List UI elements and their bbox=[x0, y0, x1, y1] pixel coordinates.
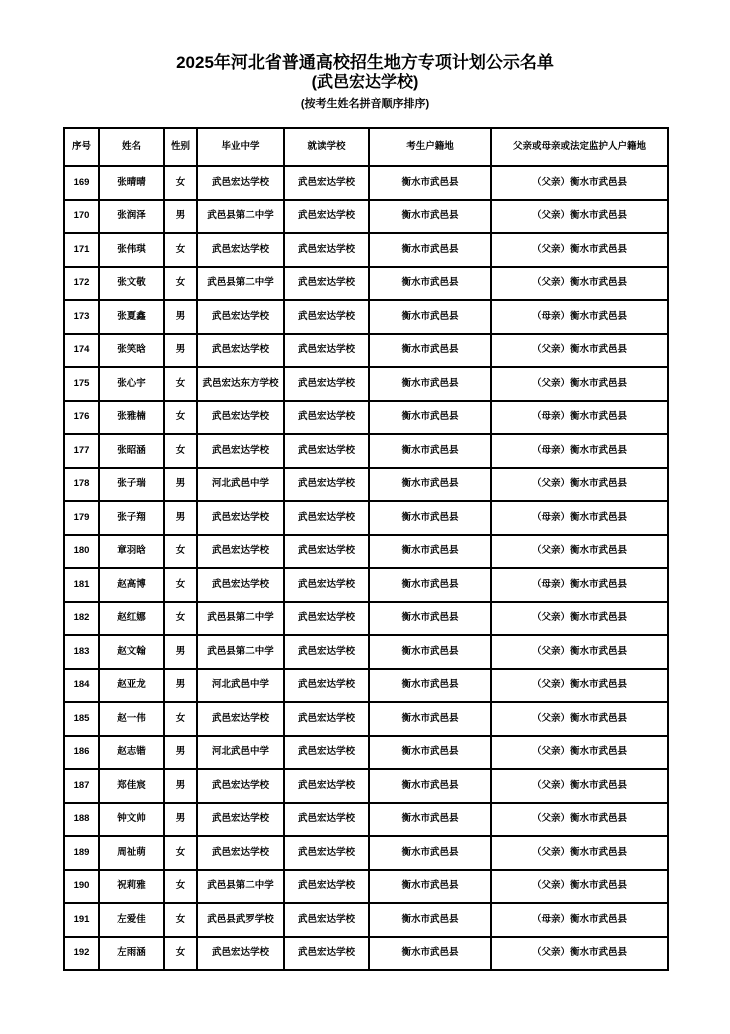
cell-candidate-residence: 衡水市武邑县 bbox=[369, 736, 491, 770]
cell-gender: 男 bbox=[164, 334, 197, 368]
table-row bbox=[64, 903, 668, 937]
table-row bbox=[64, 334, 668, 368]
cell-attend-school: 武邑宏达学校 bbox=[284, 267, 369, 301]
cell-candidate-residence: 衡水市武邑县 bbox=[369, 166, 491, 200]
cell-index: 190 bbox=[64, 870, 99, 904]
table-row bbox=[64, 501, 668, 535]
cell-gender: 女 bbox=[164, 937, 197, 971]
cell-attend-school: 武邑宏达学校 bbox=[284, 568, 369, 602]
table-row bbox=[64, 836, 668, 870]
cell-index: 177 bbox=[64, 434, 99, 468]
cell-graduate-school: 武邑宏达东方学校 bbox=[197, 367, 284, 401]
cell-attend-school: 武邑宏达学校 bbox=[284, 200, 369, 234]
cell-graduate-school: 武邑宏达学校 bbox=[197, 937, 284, 971]
cell-gender: 男 bbox=[164, 200, 197, 234]
cell-candidate-residence: 衡水市武邑县 bbox=[369, 501, 491, 535]
cell-candidate-residence: 衡水市武邑县 bbox=[369, 233, 491, 267]
cell-attend-school: 武邑宏达学校 bbox=[284, 535, 369, 569]
cell-gender: 女 bbox=[164, 535, 197, 569]
cell-graduate-school: 武邑县第二中学 bbox=[197, 635, 284, 669]
table-row bbox=[64, 769, 668, 803]
cell-guardian-residence: （母亲）衡水市武邑县 bbox=[491, 501, 668, 535]
cell-attend-school: 武邑宏达学校 bbox=[284, 468, 369, 502]
cell-candidate-residence: 衡水市武邑县 bbox=[369, 937, 491, 971]
cell-attend-school: 武邑宏达学校 bbox=[284, 501, 369, 535]
cell-candidate-residence: 衡水市武邑县 bbox=[369, 769, 491, 803]
cell-attend-school: 武邑宏达学校 bbox=[284, 401, 369, 435]
cell-gender: 女 bbox=[164, 233, 197, 267]
table-row bbox=[64, 267, 668, 301]
cell-candidate-residence: 衡水市武邑县 bbox=[369, 836, 491, 870]
cell-attend-school: 武邑宏达学校 bbox=[284, 836, 369, 870]
cell-gender: 女 bbox=[164, 267, 197, 301]
cell-candidate-residence: 衡水市武邑县 bbox=[369, 803, 491, 837]
cell-gender: 男 bbox=[164, 736, 197, 770]
table-row bbox=[64, 870, 668, 904]
cell-attend-school: 武邑宏达学校 bbox=[284, 803, 369, 837]
cell-name: 郑佳宸 bbox=[99, 769, 164, 803]
cell-candidate-residence: 衡水市武邑县 bbox=[369, 702, 491, 736]
table-row bbox=[64, 736, 668, 770]
table-header-row bbox=[64, 128, 668, 166]
cell-graduate-school: 武邑县第二中学 bbox=[197, 602, 284, 636]
cell-graduate-school: 武邑宏达学校 bbox=[197, 434, 284, 468]
cell-name: 张润泽 bbox=[99, 200, 164, 234]
cell-graduate-school: 武邑宏达学校 bbox=[197, 233, 284, 267]
cell-index: 191 bbox=[64, 903, 99, 937]
cell-guardian-residence: （父亲）衡水市武邑县 bbox=[491, 468, 668, 502]
column-header-guardian-residence: 父亲或母亲或法定监护人户籍地 bbox=[491, 128, 668, 166]
table-row bbox=[64, 468, 668, 502]
cell-graduate-school: 武邑县武罗学校 bbox=[197, 903, 284, 937]
cell-graduate-school: 武邑宏达学校 bbox=[197, 334, 284, 368]
cell-graduate-school: 武邑宏达学校 bbox=[197, 401, 284, 435]
cell-name: 张昭涵 bbox=[99, 434, 164, 468]
cell-graduate-school: 武邑宏达学校 bbox=[197, 300, 284, 334]
cell-name: 左爱佳 bbox=[99, 903, 164, 937]
cell-index: 176 bbox=[64, 401, 99, 435]
cell-candidate-residence: 衡水市武邑县 bbox=[369, 267, 491, 301]
cell-graduate-school: 河北武邑中学 bbox=[197, 736, 284, 770]
cell-guardian-residence: （母亲）衡水市武邑县 bbox=[491, 568, 668, 602]
cell-attend-school: 武邑宏达学校 bbox=[284, 937, 369, 971]
cell-index: 171 bbox=[64, 233, 99, 267]
table-row bbox=[64, 669, 668, 703]
cell-gender: 男 bbox=[164, 300, 197, 334]
cell-guardian-residence: （母亲）衡水市武邑县 bbox=[491, 903, 668, 937]
cell-name: 张伟琪 bbox=[99, 233, 164, 267]
cell-name: 周祉萌 bbox=[99, 836, 164, 870]
cell-index: 172 bbox=[64, 267, 99, 301]
cell-attend-school: 武邑宏达学校 bbox=[284, 669, 369, 703]
cell-graduate-school: 武邑宏达学校 bbox=[197, 803, 284, 837]
table-row bbox=[64, 434, 668, 468]
cell-name: 赵亚龙 bbox=[99, 669, 164, 703]
cell-guardian-residence: （母亲）衡水市武邑县 bbox=[491, 300, 668, 334]
cell-gender: 男 bbox=[164, 501, 197, 535]
cell-attend-school: 武邑宏达学校 bbox=[284, 635, 369, 669]
cell-candidate-residence: 衡水市武邑县 bbox=[369, 334, 491, 368]
cell-index: 169 bbox=[64, 166, 99, 200]
cell-attend-school: 武邑宏达学校 bbox=[284, 870, 369, 904]
cell-name: 赵一伟 bbox=[99, 702, 164, 736]
cell-graduate-school: 武邑宏达学校 bbox=[197, 535, 284, 569]
cell-guardian-residence: （父亲）衡水市武邑县 bbox=[491, 200, 668, 234]
cell-candidate-residence: 衡水市武邑县 bbox=[369, 535, 491, 569]
cell-name: 赵红娜 bbox=[99, 602, 164, 636]
cell-graduate-school: 武邑宏达学校 bbox=[197, 568, 284, 602]
cell-graduate-school: 武邑宏达学校 bbox=[197, 501, 284, 535]
cell-guardian-residence: （父亲）衡水市武邑县 bbox=[491, 334, 668, 368]
cell-name: 钟文帅 bbox=[99, 803, 164, 837]
cell-guardian-residence: （父亲）衡水市武邑县 bbox=[491, 669, 668, 703]
cell-index: 192 bbox=[64, 937, 99, 971]
cell-gender: 男 bbox=[164, 803, 197, 837]
column-header-graduate-school: 毕业中学 bbox=[197, 128, 284, 166]
cell-candidate-residence: 衡水市武邑县 bbox=[369, 300, 491, 334]
column-header-attend-school: 就读学校 bbox=[284, 128, 369, 166]
cell-graduate-school: 武邑县第二中学 bbox=[197, 267, 284, 301]
cell-index: 187 bbox=[64, 769, 99, 803]
cell-gender: 女 bbox=[164, 166, 197, 200]
cell-graduate-school: 河北武邑中学 bbox=[197, 669, 284, 703]
cell-index: 181 bbox=[64, 568, 99, 602]
cell-candidate-residence: 衡水市武邑县 bbox=[369, 200, 491, 234]
cell-name: 祝莉雅 bbox=[99, 870, 164, 904]
cell-name: 张子翔 bbox=[99, 501, 164, 535]
page-subtitle: (武邑宏达学校) bbox=[311, 74, 419, 92]
cell-guardian-residence: （父亲）衡水市武邑县 bbox=[491, 702, 668, 736]
cell-name: 张夏鑫 bbox=[99, 300, 164, 334]
cell-guardian-residence: （母亲）衡水市武邑县 bbox=[491, 434, 668, 468]
cell-guardian-residence: （父亲）衡水市武邑县 bbox=[491, 367, 668, 401]
cell-gender: 女 bbox=[164, 702, 197, 736]
cell-guardian-residence: （父亲）衡水市武邑县 bbox=[491, 870, 668, 904]
cell-gender: 女 bbox=[164, 836, 197, 870]
cell-gender: 男 bbox=[164, 635, 197, 669]
cell-guardian-residence: （父亲）衡水市武邑县 bbox=[491, 166, 668, 200]
cell-graduate-school: 武邑县第二中学 bbox=[197, 200, 284, 234]
cell-gender: 男 bbox=[164, 468, 197, 502]
cell-index: 174 bbox=[64, 334, 99, 368]
cell-attend-school: 武邑宏达学校 bbox=[284, 334, 369, 368]
cell-guardian-residence: （父亲）衡水市武邑县 bbox=[491, 267, 668, 301]
cell-name: 张文敬 bbox=[99, 267, 164, 301]
cell-name: 赵文翰 bbox=[99, 635, 164, 669]
table-row bbox=[64, 702, 668, 736]
cell-gender: 女 bbox=[164, 434, 197, 468]
page-title: 2025年河北省普通高校招生地方专项计划公示名单 bbox=[176, 53, 554, 72]
cell-name: 赵高博 bbox=[99, 568, 164, 602]
table-body bbox=[64, 166, 668, 970]
cell-index: 182 bbox=[64, 602, 99, 636]
cell-index: 170 bbox=[64, 200, 99, 234]
cell-gender: 女 bbox=[164, 870, 197, 904]
cell-candidate-residence: 衡水市武邑县 bbox=[369, 367, 491, 401]
cell-attend-school: 武邑宏达学校 bbox=[284, 233, 369, 267]
sort-order-note: (按考生姓名拼音顺序排序) bbox=[300, 98, 430, 111]
cell-index: 189 bbox=[64, 836, 99, 870]
cell-guardian-residence: （父亲）衡水市武邑县 bbox=[491, 937, 668, 971]
cell-name: 张子瑞 bbox=[99, 468, 164, 502]
column-header-name: 姓名 bbox=[99, 128, 164, 166]
cell-gender: 男 bbox=[164, 669, 197, 703]
cell-graduate-school: 河北武邑中学 bbox=[197, 468, 284, 502]
cell-candidate-residence: 衡水市武邑县 bbox=[369, 635, 491, 669]
table-row bbox=[64, 401, 668, 435]
cell-candidate-residence: 衡水市武邑县 bbox=[369, 468, 491, 502]
cell-graduate-school: 武邑宏达学校 bbox=[197, 836, 284, 870]
cell-candidate-residence: 衡水市武邑县 bbox=[369, 401, 491, 435]
table-row bbox=[64, 937, 668, 971]
column-header-gender: 性别 bbox=[164, 128, 197, 166]
cell-guardian-residence: （父亲）衡水市武邑县 bbox=[491, 602, 668, 636]
cell-graduate-school: 武邑宏达学校 bbox=[197, 702, 284, 736]
cell-index: 183 bbox=[64, 635, 99, 669]
cell-attend-school: 武邑宏达学校 bbox=[284, 702, 369, 736]
cell-candidate-residence: 衡水市武邑县 bbox=[369, 602, 491, 636]
cell-attend-school: 武邑宏达学校 bbox=[284, 166, 369, 200]
table-row bbox=[64, 233, 668, 267]
table-row bbox=[64, 200, 668, 234]
cell-guardian-residence: （父亲）衡水市武邑县 bbox=[491, 535, 668, 569]
cell-guardian-residence: （父亲）衡水市武邑县 bbox=[491, 233, 668, 267]
cell-guardian-residence: （父亲）衡水市武邑县 bbox=[491, 769, 668, 803]
cell-attend-school: 武邑宏达学校 bbox=[284, 769, 369, 803]
cell-candidate-residence: 衡水市武邑县 bbox=[369, 669, 491, 703]
table-row bbox=[64, 602, 668, 636]
cell-index: 184 bbox=[64, 669, 99, 703]
cell-graduate-school: 武邑宏达学校 bbox=[197, 166, 284, 200]
cell-attend-school: 武邑宏达学校 bbox=[284, 300, 369, 334]
cell-candidate-residence: 衡水市武邑县 bbox=[369, 903, 491, 937]
cell-name: 章羽晗 bbox=[99, 535, 164, 569]
cell-index: 186 bbox=[64, 736, 99, 770]
cell-index: 185 bbox=[64, 702, 99, 736]
cell-candidate-residence: 衡水市武邑县 bbox=[369, 568, 491, 602]
cell-index: 178 bbox=[64, 468, 99, 502]
cell-name: 张晴晴 bbox=[99, 166, 164, 200]
cell-attend-school: 武邑宏达学校 bbox=[284, 434, 369, 468]
cell-gender: 女 bbox=[164, 602, 197, 636]
cell-candidate-residence: 衡水市武邑县 bbox=[369, 870, 491, 904]
column-header-candidate-residence: 考生户籍地 bbox=[369, 128, 491, 166]
cell-attend-school: 武邑宏达学校 bbox=[284, 367, 369, 401]
column-header-index: 序号 bbox=[64, 128, 99, 166]
cell-guardian-residence: （父亲）衡水市武邑县 bbox=[491, 635, 668, 669]
cell-gender: 女 bbox=[164, 903, 197, 937]
table-row bbox=[64, 300, 668, 334]
cell-index: 180 bbox=[64, 535, 99, 569]
cell-guardian-residence: （父亲）衡水市武邑县 bbox=[491, 836, 668, 870]
cell-index: 179 bbox=[64, 501, 99, 535]
roster-table bbox=[63, 127, 669, 971]
cell-attend-school: 武邑宏达学校 bbox=[284, 903, 369, 937]
cell-graduate-school: 武邑宏达学校 bbox=[197, 769, 284, 803]
cell-gender: 女 bbox=[164, 367, 197, 401]
table-row bbox=[64, 635, 668, 669]
cell-guardian-residence: （母亲）衡水市武邑县 bbox=[491, 401, 668, 435]
cell-guardian-residence: （父亲）衡水市武邑县 bbox=[491, 736, 668, 770]
table-row bbox=[64, 367, 668, 401]
cell-name: 赵志锴 bbox=[99, 736, 164, 770]
cell-candidate-residence: 衡水市武邑县 bbox=[369, 434, 491, 468]
cell-index: 173 bbox=[64, 300, 99, 334]
cell-index: 188 bbox=[64, 803, 99, 837]
table-row bbox=[64, 535, 668, 569]
cell-gender: 男 bbox=[164, 769, 197, 803]
cell-index: 175 bbox=[64, 367, 99, 401]
cell-attend-school: 武邑宏达学校 bbox=[284, 602, 369, 636]
table-row bbox=[64, 803, 668, 837]
cell-gender: 女 bbox=[164, 568, 197, 602]
table-row bbox=[64, 166, 668, 200]
cell-name: 左雨涵 bbox=[99, 937, 164, 971]
cell-graduate-school: 武邑县第二中学 bbox=[197, 870, 284, 904]
table-row bbox=[64, 568, 668, 602]
cell-gender: 女 bbox=[164, 401, 197, 435]
cell-guardian-residence: （父亲）衡水市武邑县 bbox=[491, 803, 668, 837]
cell-name: 张笑晗 bbox=[99, 334, 164, 368]
cell-name: 张心宇 bbox=[99, 367, 164, 401]
cell-attend-school: 武邑宏达学校 bbox=[284, 736, 369, 770]
cell-name: 张雅楠 bbox=[99, 401, 164, 435]
